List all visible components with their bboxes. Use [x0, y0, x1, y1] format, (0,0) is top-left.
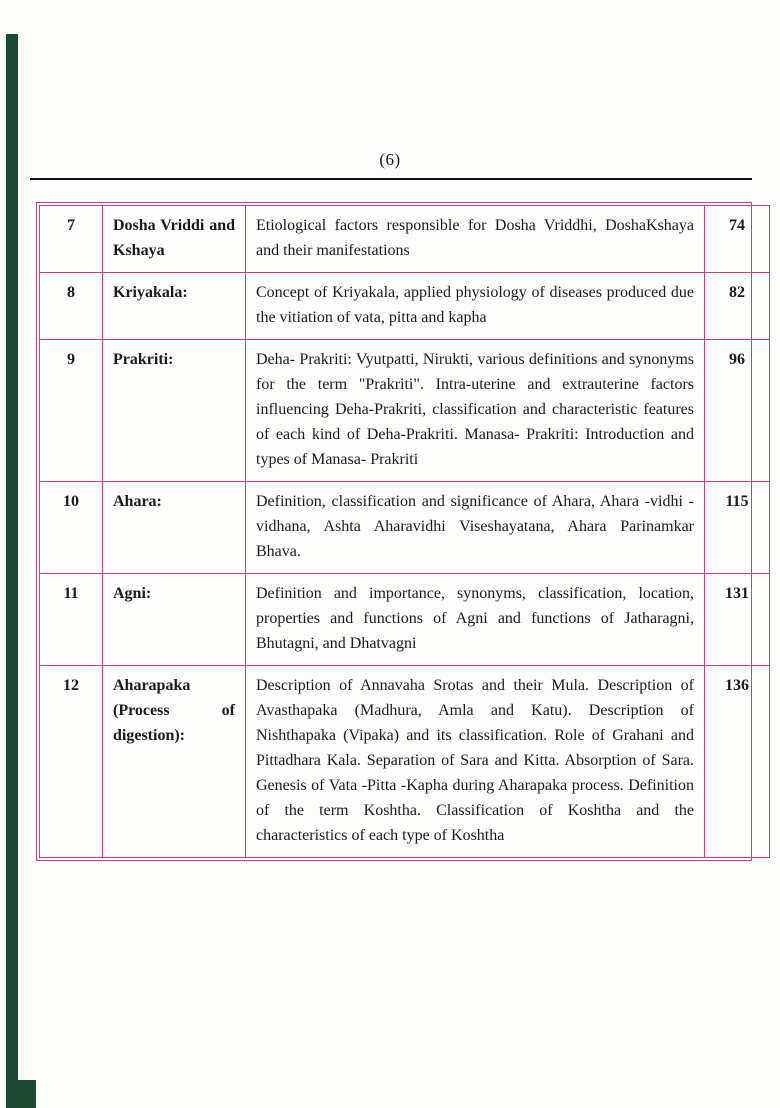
row-number-cell: 10	[40, 482, 103, 574]
table-row	[40, 666, 770, 858]
topic-cell: Aharapaka (Process of digestion):	[103, 666, 246, 858]
page-number-cell: 131	[705, 574, 770, 666]
topic-cell: Agni:	[103, 574, 246, 666]
description-cell: Description of Annavaha Srotas and their Mula. Description of Avasthapaka (Madhura, Amla and Katu). Description of Nishthapaka (Vipaka) and its classification. Role of Grahani and Pittadhara Kala. Separation of Sara and Kitta. Absorption of Sara. Genesis of Vata -Pitta -Kapha during Aharapaka process. Definition of the term Koshtha. Classification of Koshtha and the characteristics of each type of Koshtha	[246, 666, 705, 858]
page-number-cell: 82	[705, 273, 770, 340]
row-number-cell: 11	[40, 574, 103, 666]
page-number-cell: 115	[705, 482, 770, 574]
description-cell: Definition, classification and significance of Ahara, Ahara -vidhi -vidhana, Ashta Aharavidhi Viseshayatana, Ahara Parinamkar Bhava.	[246, 482, 705, 574]
table-row	[40, 574, 770, 666]
row-number-cell: 7	[40, 206, 103, 273]
row-number-cell: 9	[40, 340, 103, 482]
page-number-cell: 74	[705, 206, 770, 273]
table-row	[40, 340, 770, 482]
page-number-cell: 136	[705, 666, 770, 858]
header-rule	[30, 178, 752, 180]
row-number-cell: 8	[40, 273, 103, 340]
table-row	[40, 206, 770, 273]
topic-cell: Ahara:	[103, 482, 246, 574]
topic-cell: Prakriti:	[103, 340, 246, 482]
table-row	[40, 273, 770, 340]
book-binding-corner	[6, 1080, 36, 1108]
topic-cell: Kriyakala:	[103, 273, 246, 340]
row-number-cell: 12	[40, 666, 103, 858]
page-header-number: (6)	[379, 150, 401, 169]
toc-table	[39, 205, 770, 858]
table-row	[40, 482, 770, 574]
description-cell: Deha- Prakriti: Vyutpatti, Nirukti, various definitions and synonyms for the term "Prakriti". Intra-uterine and extrauterine factors influencing Deha-Prakriti, classification and characteristic features of each kind of Deha-Prakriti. Manasa- Prakriti: Introduction and types of Manasa- Prakriti	[246, 340, 705, 482]
description-cell: Etiological factors responsible for Dosha Vriddhi, DoshaKshaya and their manifestations	[246, 206, 705, 273]
page-number-cell: 96	[705, 340, 770, 482]
description-cell: Definition and importance, synonyms, classification, location, properties and functions of Agni and functions of Jatharagni, Bhutagni, and Dhatvagni	[246, 574, 705, 666]
description-cell: Concept of Kriyakala, applied physiology of diseases produced due the vitiation of vata, pitta and kapha	[246, 273, 705, 340]
topic-cell: Dosha Vriddi and Kshaya	[103, 206, 246, 273]
toc-table-border	[36, 202, 752, 861]
